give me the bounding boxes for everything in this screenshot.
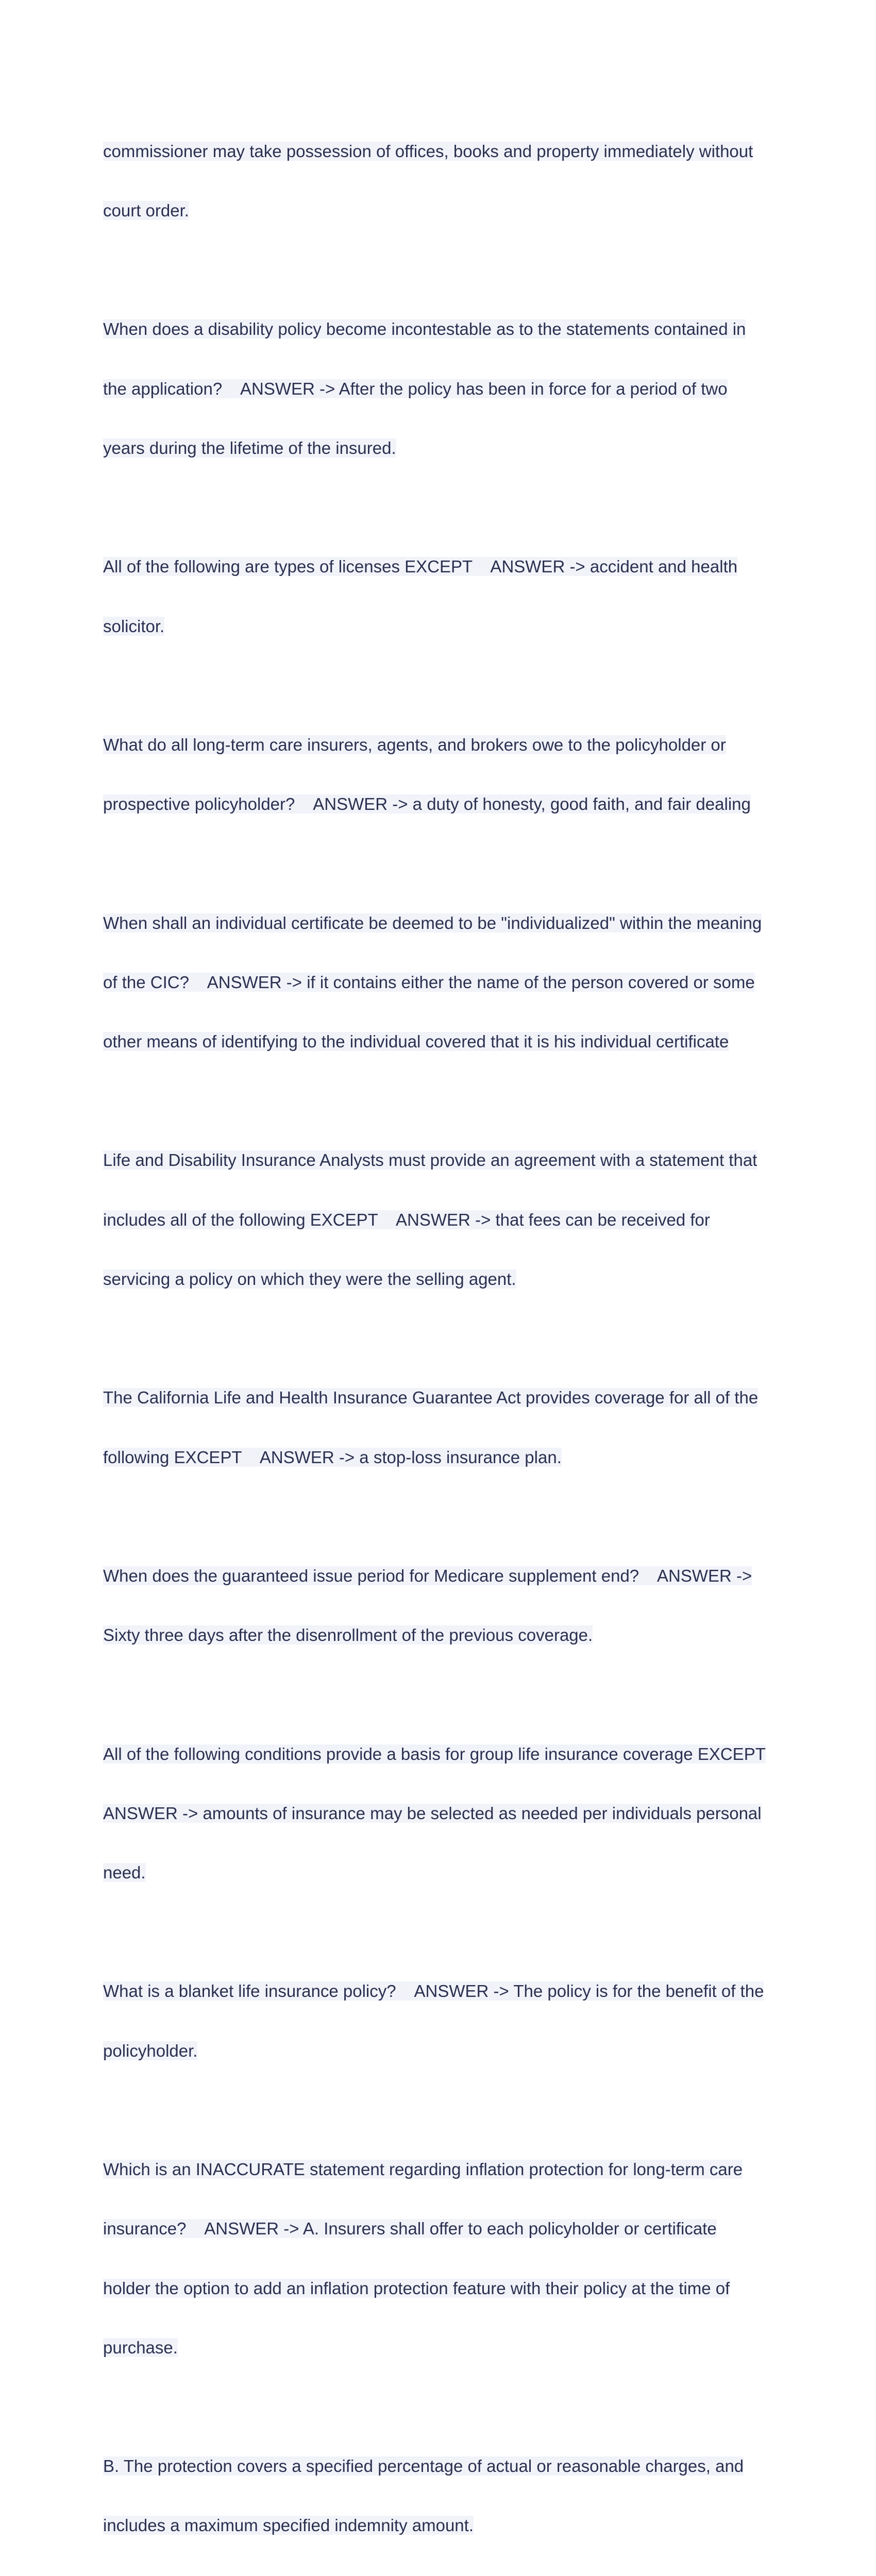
text-line: When shall an individual certificate be deemed to be "individualized" within the meaning <box>103 913 762 933</box>
text-line: years during the lifetime of the insured. <box>103 438 396 457</box>
paragraph-5 <box>103 874 778 1091</box>
text-line: ANSWER -> amounts of insurance may be selected as needed per individuals personal <box>103 1803 762 1823</box>
text-line: What do all long-term care insurers, agents, and brokers owe to the policyholder or <box>103 735 726 754</box>
paragraph-3 <box>103 518 778 676</box>
paragraph-6 <box>103 1111 778 1329</box>
text-line: When does a disability policy become incontestable as to the statements contained in <box>103 319 746 339</box>
text-line: servicing a policy on which they were the selling agent. <box>103 1269 516 1289</box>
text-line: insurance? ANSWER -> A. Insurers shall offer to each policyholder or certificate <box>103 2219 717 2239</box>
paragraph-11 <box>103 2120 778 2397</box>
paragraph-8 <box>103 1527 778 1685</box>
paragraph-1 <box>103 102 778 260</box>
paragraph-12 <box>103 2417 778 2575</box>
text-line: court order. <box>103 201 189 221</box>
document-page <box>103 102 778 2576</box>
text-line: Which is an INACCURATE statement regarding inflation protection for long-term care <box>103 2160 743 2179</box>
text-line: holder the option to add an inflation protection feature with their policy at the time of <box>103 2278 730 2298</box>
text-line: What is a blanket life insurance policy? ANSWER -> The policy is for the benefit of the <box>103 1981 764 2001</box>
text-line: includes all of the following EXCEPT ANSWER -> that fees can be received for <box>103 1210 710 1229</box>
text-line: All of the following conditions provide a basis for group life insurance coverage EXCEPT <box>103 1744 766 1764</box>
text-line: The California Life and Health Insurance Guarantee Act provides coverage for all of the <box>103 1388 759 1408</box>
paragraph-10 <box>103 1942 778 2100</box>
text-line: of the CIC? ANSWER -> if it contains either the name of the person covered or some <box>103 972 755 992</box>
paragraph-4 <box>103 696 778 854</box>
text-line: need. <box>103 1863 146 1883</box>
paragraph-7 <box>103 1349 778 1507</box>
text-line: prospective policyholder? ANSWER -> a duty of honesty, good faith, and fair dealing <box>103 794 751 814</box>
text-line: All of the following are types of licenses EXCEPT ANSWER -> accident and health <box>103 557 738 577</box>
text-line: other means of identifying to the individual covered that it is his individual certificate <box>103 1032 729 1052</box>
text-line: B. The protection covers a specified percentage of actual or reasonable charges, and <box>103 2456 744 2476</box>
text-line: the application? ANSWER -> After the policy has been in force for a period of two <box>103 379 728 398</box>
text-line: solicitor. <box>103 616 165 636</box>
paragraph-2 <box>103 280 778 498</box>
text-line: Life and Disability Insurance Analysts must provide an agreement with a statement that <box>103 1150 757 1170</box>
text-line: following EXCEPT ANSWER -> a stop-loss insurance plan. <box>103 1447 562 1467</box>
text-line: includes a maximum specified indemnity amount. <box>103 2516 474 2535</box>
paragraph-9 <box>103 1705 778 1922</box>
text-line: policyholder. <box>103 2041 198 2060</box>
text-line: Sixty three days after the disenrollment of the previous coverage. <box>103 1625 593 1645</box>
text-line: commissioner may take possession of offices, books and property immediately without <box>103 141 753 161</box>
text-line: purchase. <box>103 2337 178 2357</box>
text-line: When does the guaranteed issue period for Medicare supplement end? ANSWER -> <box>103 1566 752 1585</box>
